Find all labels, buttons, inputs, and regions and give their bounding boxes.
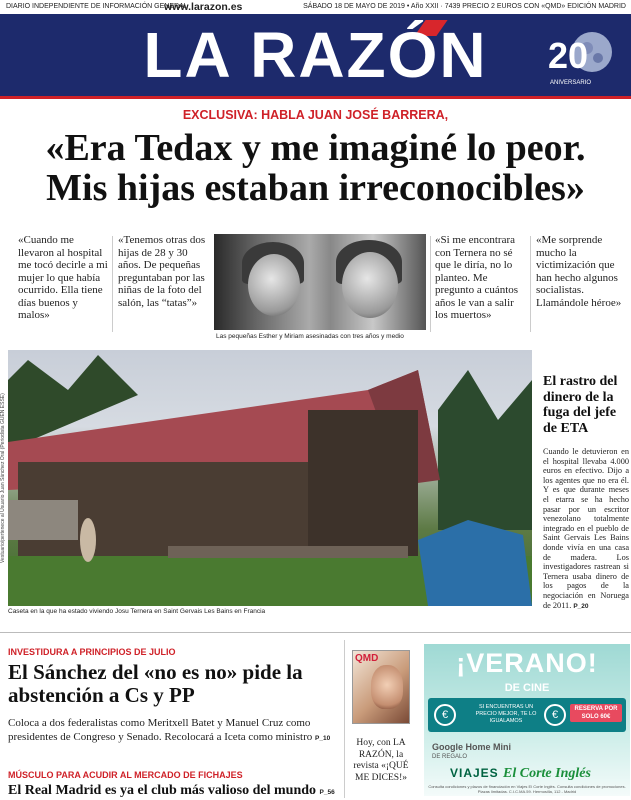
quote-divider (112, 236, 113, 332)
headline-line-1: «Era Tedax y me imaginé lo peor. (45, 127, 586, 169)
newspaper-logo[interactable]: LA RAZÓN (143, 19, 488, 91)
sidebar-text: Cuando le detuvieron en el hospital llevaba 4.000 euros en efectivo. Dijo a los agentes que no era él. Y es que durante meses el etarra se ha hecho pasar por un escritor venezolano totalmente integrado en el pueblo de Saint Gervais Les Bains donde vivía en una casa de madera. Los investigadores rastrean si Ternera usaba dinero de los pagos de la negociación en Noruega de 2011. (543, 447, 629, 610)
daughters-photo[interactable] (214, 234, 426, 330)
story3-headline-text: El Real Madrid es ya el club más valioso del mundo (8, 783, 317, 798)
photo-credit: Vestuario/pertenece al Usuario Juan Sánchez Oral (Periodista GÜEN ESSE) (0, 393, 6, 563)
sidebar-body (543, 447, 629, 611)
cover-portrait (371, 665, 403, 709)
story2-deck (8, 716, 348, 746)
story3-kicker: MÚSCULO PARA ACUDIR AL MERCADO DE FICHAJES (8, 770, 243, 780)
quote-4: «Me sorprende mucho la victimización que han hecho algunos socialistas. Llamándole héroe» (536, 234, 622, 309)
issue-info: SÁBADO 18 DE MAYO DE 2019 • Año XXII · 7439 PRECIO 2 EUROS CON «QMD» EDICIÓN MADRID (303, 3, 626, 10)
sidebar-headline[interactable]: El rastro del dinero de la fuga del jefe de ETA (543, 374, 618, 436)
sidebar-page-ref: P_20 (573, 602, 589, 610)
daughters-caption: Las pequeñas Esther y Miriam asesinadas con tres años y medio (216, 333, 404, 340)
story3-headline[interactable] (8, 783, 348, 800)
headline-line-2: Mis hijas estaban irreconocibles» (46, 167, 585, 209)
anniversary-label: ANIVERSARIO (550, 80, 592, 86)
magazine-logo: QMD (355, 653, 379, 664)
euro-icon: € (434, 704, 456, 726)
ad-offer-text: SI ENCUENTRAS UN PRECIO MEJOR, TE LO IGUALAMOS (475, 704, 537, 724)
ad-brand-name: El Corte Inglés (503, 766, 591, 781)
cabin-caption: Caseta en la que ha estado viviendo Josu Ternera en Saint Gervais Les Bains en Francia (8, 608, 266, 615)
magazine-cover[interactable] (352, 650, 410, 724)
ad-headline: ¡VERANO! (456, 648, 598, 678)
child-face-right (342, 252, 398, 318)
paper-tagline: DIARIO INDEPENDIENTE DE INFORMACIÓN GENERAL (6, 3, 188, 10)
ad-subheadline: DE CINE (504, 682, 550, 694)
travel-ad[interactable] (424, 644, 630, 796)
ad-legal: Consulta condiciones y plazos de financiación en Viajes El Corte Inglés. Consulta condiciones de promociones. Plazas limitadas. C.I.C.MA.59. Hermosilla, 112 - Madrid (428, 784, 626, 794)
quote-divider (430, 236, 431, 332)
quote-3: «Si me encontrara con Ternera no sé que le diría, no lo planteo. Me pregunto a cuántos años le van a salir los muertos» (435, 234, 519, 321)
ad-brand-prefix: VIAJES (450, 766, 499, 780)
quote-2: «Tenemos otras dos hijas de 28 y 30 años. De pequeñas preguntaban por las niñas de la foto del salón, las “tatas”» (118, 234, 206, 309)
child-face-left (248, 254, 300, 316)
ad-reserve-badge: RESERVA POR SOLO 60€ (570, 704, 622, 722)
ad-gift: DE REGALO (432, 754, 468, 760)
masthead (0, 14, 631, 96)
magazine-promo: Hoy, con LA RAZÓN, la revista «¡QUÉ ME DICES!» (353, 738, 409, 783)
ad-brand (450, 766, 591, 782)
lead-headline[interactable] (0, 128, 631, 208)
story3-page-ref: P_56 (319, 789, 335, 796)
story2-deck-text: Coloca a dos federalistas como Meritxell Batet y Manuel Cruz como presidentes de Congreso y Senado. Recolocará a Iceta como ministro (8, 717, 313, 743)
story2-kicker: INVESTIDURA A PRINCIPIOS DE JULIO (8, 647, 176, 657)
masthead-rule (0, 96, 631, 99)
quote-divider (530, 236, 531, 332)
anniversary-number: 20 (548, 35, 589, 76)
story2-page-ref: P_10 (315, 735, 331, 742)
cabin-photo[interactable] (8, 350, 532, 606)
top-info-bar (6, 1, 626, 13)
section-divider (0, 632, 631, 633)
cabin-illustration (8, 350, 532, 606)
anniversary-badge (540, 24, 618, 90)
quote-1: «Cuando me llevaron al hospital me tocó decirle a mi mujer lo que había ocurrido. Ella tiene días buenos y malos» (18, 234, 108, 321)
lead-kicker: EXCLUSIVA: HABLA JUAN JOSÉ BARRERA, (182, 108, 449, 122)
website-link[interactable]: www.larazon.es (164, 1, 243, 13)
ad-product (432, 742, 511, 752)
story2-headline[interactable]: El Sánchez del «no es no» pide la abstención a Cs y PP (8, 660, 303, 707)
ad-product-name: Google Home Mini (432, 742, 512, 752)
euro-icon: € (544, 704, 566, 726)
column-divider (344, 640, 345, 798)
